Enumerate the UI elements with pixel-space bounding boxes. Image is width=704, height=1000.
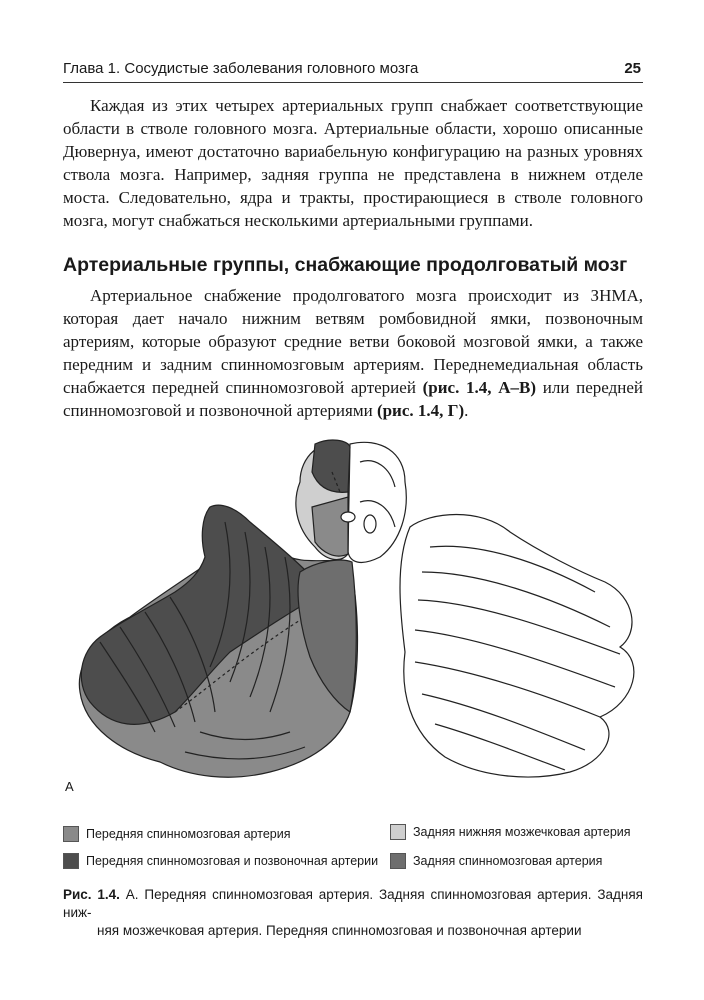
figure-caption [63,886,643,940]
chapter-title: Глава 1. Сосудистые заболевания головного мозга [63,60,419,77]
right-cerebellar-hemisphere [400,515,634,778]
brainstem-cerebellum-figure [60,432,650,812]
brainstem-right-half [348,442,406,562]
brainstem-left-half [296,440,355,560]
legend-swatch [63,853,79,869]
figure-reference-1: (рис. 1.4, А–В) [422,378,537,397]
section-heading: Артериальные группы, снабжающие продолговатый мозг [63,254,628,276]
figure-panel-label: А [65,779,74,794]
running-head [63,60,643,83]
page-number: 25 [624,60,641,77]
legend-swatch [63,826,79,842]
figure-caption-label: Рис. 1.4. [63,887,120,902]
legend-label: Задняя нижняя мозжечковая артерия [413,825,631,839]
legend-swatch [390,853,406,869]
paragraph-2-text-a: Артериальное снабжение продолговатого мозга происходит из ЗНМА, которая дает начало нижним ветвям ромбовидной ямки, позвоночным артериям, которые образуют средние ветви боковой мозговой ямки, а также передним и задним спинномозговым артериям. Переднемедиальная область снабжается передней спинномозговой артерией [63,286,643,397]
paragraph-2 [63,284,643,422]
legend-item-anterior-spinal [63,826,290,842]
legend-label: Передняя спинномозговая артерия [86,827,291,841]
caption-line-1: А. Передняя спинномозговая артерия. Задняя спинномозговая артерия. Задняя ниж- [63,887,643,920]
legend-label: Передняя спинномозговая и позвоночная артерии [86,854,379,868]
legend-item-anterior-spinal-vertebral [63,853,378,869]
caption-line-2: няя мозжечковая артерия. Передняя спинномозговая и позвоночная артерии [97,923,582,938]
figure-reference-2: (рис. 1.4, Г) [376,401,465,420]
paragraph-2-text-c: . [464,401,469,420]
legend-item-pica [390,824,631,840]
paragraph-1: Каждая из этих четырех артериальных групп снабжает соответствующие области в стволе головного мозга. Артериальные области, хорошо описанные Дювернуа, имеют достаточно вариабельную конфигурацию на разных уровнях ствола мозга. Например, задняя группа не представлена в нижнем отделе моста. Следовательно, ядра и тракты, простирающиеся в стволе головного мозга, могут снабжаться несколькими артериальными группами. [63,96,643,230]
legend-swatch [390,824,406,840]
legend-item-posterior-spinal [390,853,602,869]
legend-label: Задняя спинномозговая артерия [413,854,603,868]
paragraph-2-text-b: или передней спинномозговой и позвоночной артериями [63,378,643,420]
